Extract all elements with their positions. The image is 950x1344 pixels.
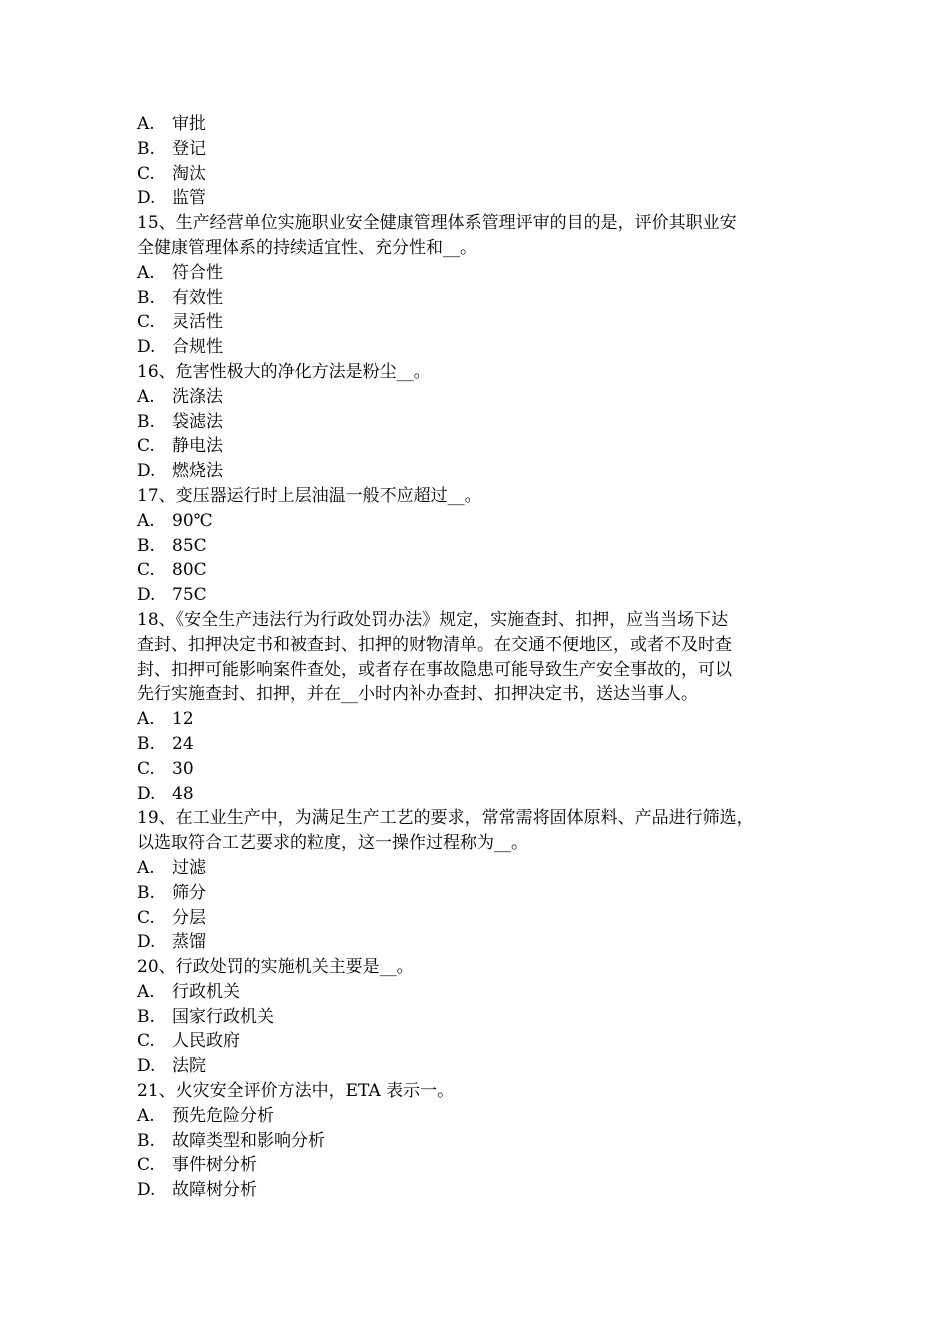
option-letter: B. xyxy=(137,1006,155,1027)
option-text: 淘汰 xyxy=(172,163,206,184)
option-letter: D. xyxy=(137,188,156,209)
option-d xyxy=(137,335,827,360)
option-c xyxy=(137,1153,827,1178)
option-b xyxy=(137,881,827,906)
option-b xyxy=(137,137,827,162)
option-text: 75C xyxy=(172,585,207,606)
option-text: 袋滤法 xyxy=(172,411,223,432)
option-b xyxy=(137,1129,827,1154)
option-text: 24 xyxy=(172,733,194,754)
option-letter: B. xyxy=(137,138,155,159)
document-body xyxy=(137,112,827,1203)
option-c xyxy=(137,1029,827,1054)
option-letter: D. xyxy=(137,1180,156,1201)
option-letter: B. xyxy=(137,287,155,308)
question-line: 封、扣押可能影响案件查处，或者存在事故隐患可能导致生产安全事故的，可以 xyxy=(137,659,732,680)
option-text: 有效性 xyxy=(172,287,223,308)
question-20 xyxy=(137,955,827,1079)
option-text: 法院 xyxy=(172,1056,206,1077)
option-letter: B. xyxy=(137,411,155,432)
option-b xyxy=(137,1005,827,1030)
option-a xyxy=(137,856,827,881)
option-letter: B. xyxy=(137,733,155,754)
option-letter: A. xyxy=(137,857,155,878)
question-line: 先行实施查封、扣押，并在__小时内补办查封、扣押决定书，送达当事人。 xyxy=(137,684,698,705)
question-line: 16、危害性极大的净化方法是粉尘__。 xyxy=(137,361,431,382)
question-16 xyxy=(137,360,827,484)
question-line: 19、在工业生产中，为满足生产工艺的要求，常常需将固体原料、产品进行筛选， xyxy=(137,808,754,829)
question-line: 21、火灾安全评价方法中，ETA 表示一。 xyxy=(137,1081,455,1102)
option-text: 筛分 xyxy=(172,882,206,903)
option-d xyxy=(137,1054,827,1079)
option-letter: C. xyxy=(137,560,155,581)
option-text: 国家行政机关 xyxy=(172,1006,274,1027)
option-letter: A. xyxy=(137,709,155,730)
option-letter: A. xyxy=(137,510,155,531)
option-text: 符合性 xyxy=(172,262,223,283)
option-letter: A. xyxy=(137,386,155,407)
option-c xyxy=(137,310,827,335)
question-line: 全健康管理体系的持续适宜性、充分性和__。 xyxy=(137,237,477,258)
option-b xyxy=(137,410,827,435)
option-a xyxy=(137,385,827,410)
option-letter: D. xyxy=(137,932,156,953)
option-letter: C. xyxy=(137,907,155,928)
option-letter: C. xyxy=(137,163,155,184)
option-d xyxy=(137,583,827,608)
option-text: 监管 xyxy=(172,188,206,209)
leading-option-list xyxy=(137,112,827,211)
option-b xyxy=(137,732,827,757)
option-letter: C. xyxy=(137,312,155,333)
option-text: 合规性 xyxy=(172,337,223,358)
option-text: 85C xyxy=(172,535,207,556)
option-text: 故障类型和影响分析 xyxy=(172,1130,325,1151)
option-a xyxy=(137,261,827,286)
option-c xyxy=(137,757,827,782)
question-21 xyxy=(137,1079,827,1203)
option-d xyxy=(137,459,827,484)
option-letter: C. xyxy=(137,1155,155,1176)
question-19 xyxy=(137,806,827,955)
option-text: 洗涤法 xyxy=(172,386,223,407)
option-letter: C. xyxy=(137,758,155,779)
option-letter: A. xyxy=(137,981,155,1002)
option-text: 登记 xyxy=(172,138,206,159)
question-line: 20、行政处罚的实施机关主要是__。 xyxy=(137,957,414,978)
option-text: 人民政府 xyxy=(172,1031,240,1052)
question-18 xyxy=(137,608,827,806)
option-a xyxy=(137,980,827,1005)
option-c xyxy=(137,434,827,459)
option-a xyxy=(137,509,827,534)
option-a xyxy=(137,1104,827,1129)
option-c xyxy=(137,558,827,583)
option-letter: B. xyxy=(137,535,155,556)
option-letter: C. xyxy=(137,1031,155,1052)
option-letter: B. xyxy=(137,882,155,903)
option-letter: B. xyxy=(137,1130,155,1151)
option-text: 80C xyxy=(172,560,207,581)
option-text: 灵活性 xyxy=(172,312,223,333)
question-line: 17、变压器运行时上层油温一般不应超过__。 xyxy=(137,485,482,506)
option-text: 蒸馏 xyxy=(172,932,206,953)
option-d xyxy=(137,782,827,807)
option-text: 分层 xyxy=(172,907,206,928)
option-text: 故障树分析 xyxy=(172,1180,257,1201)
option-text: 静电法 xyxy=(172,436,223,457)
option-text: 90℃ xyxy=(172,510,213,531)
option-b xyxy=(137,534,827,559)
option-text: 预先危险分析 xyxy=(172,1105,274,1126)
option-text: 12 xyxy=(172,709,194,730)
option-letter: C. xyxy=(137,436,155,457)
option-d xyxy=(137,930,827,955)
option-letter: D. xyxy=(137,337,156,358)
option-text: 30 xyxy=(172,758,194,779)
option-letter: A. xyxy=(137,1105,155,1126)
question-line: 18、《安全生产违法行为行政处罚办法》规定，实施查封、扣押，应当当场下达 xyxy=(137,609,729,630)
question-17 xyxy=(137,484,827,608)
option-letter: D. xyxy=(137,585,156,606)
question-line: 查封、扣押决定书和被查封、扣押的财物清单。在交通不便地区，或者不及时查 xyxy=(137,634,732,655)
option-c xyxy=(137,162,827,187)
option-b xyxy=(137,286,827,311)
option-letter: D. xyxy=(137,1056,156,1077)
option-text: 燃烧法 xyxy=(172,461,223,482)
option-text: 行政机关 xyxy=(172,981,240,1002)
option-c xyxy=(137,906,827,931)
option-text: 48 xyxy=(172,783,194,804)
option-letter: A. xyxy=(137,114,155,134)
question-15 xyxy=(137,211,827,360)
question-line: 15、生产经营单位实施职业安全健康管理体系管理评审的目的是，评价其职业安 xyxy=(137,213,737,234)
option-a xyxy=(137,112,827,137)
option-d xyxy=(137,186,827,211)
option-text: 审批 xyxy=(172,114,206,134)
option-d xyxy=(137,1178,827,1203)
option-letter: D. xyxy=(137,461,156,482)
option-text: 事件树分析 xyxy=(172,1155,257,1176)
question-line: 以选取符合工艺要求的粒度，这一操作过程称为__。 xyxy=(137,833,528,854)
option-text: 过滤 xyxy=(172,857,206,878)
option-letter: D. xyxy=(137,783,156,804)
option-letter: A. xyxy=(137,262,155,283)
option-a xyxy=(137,707,827,732)
